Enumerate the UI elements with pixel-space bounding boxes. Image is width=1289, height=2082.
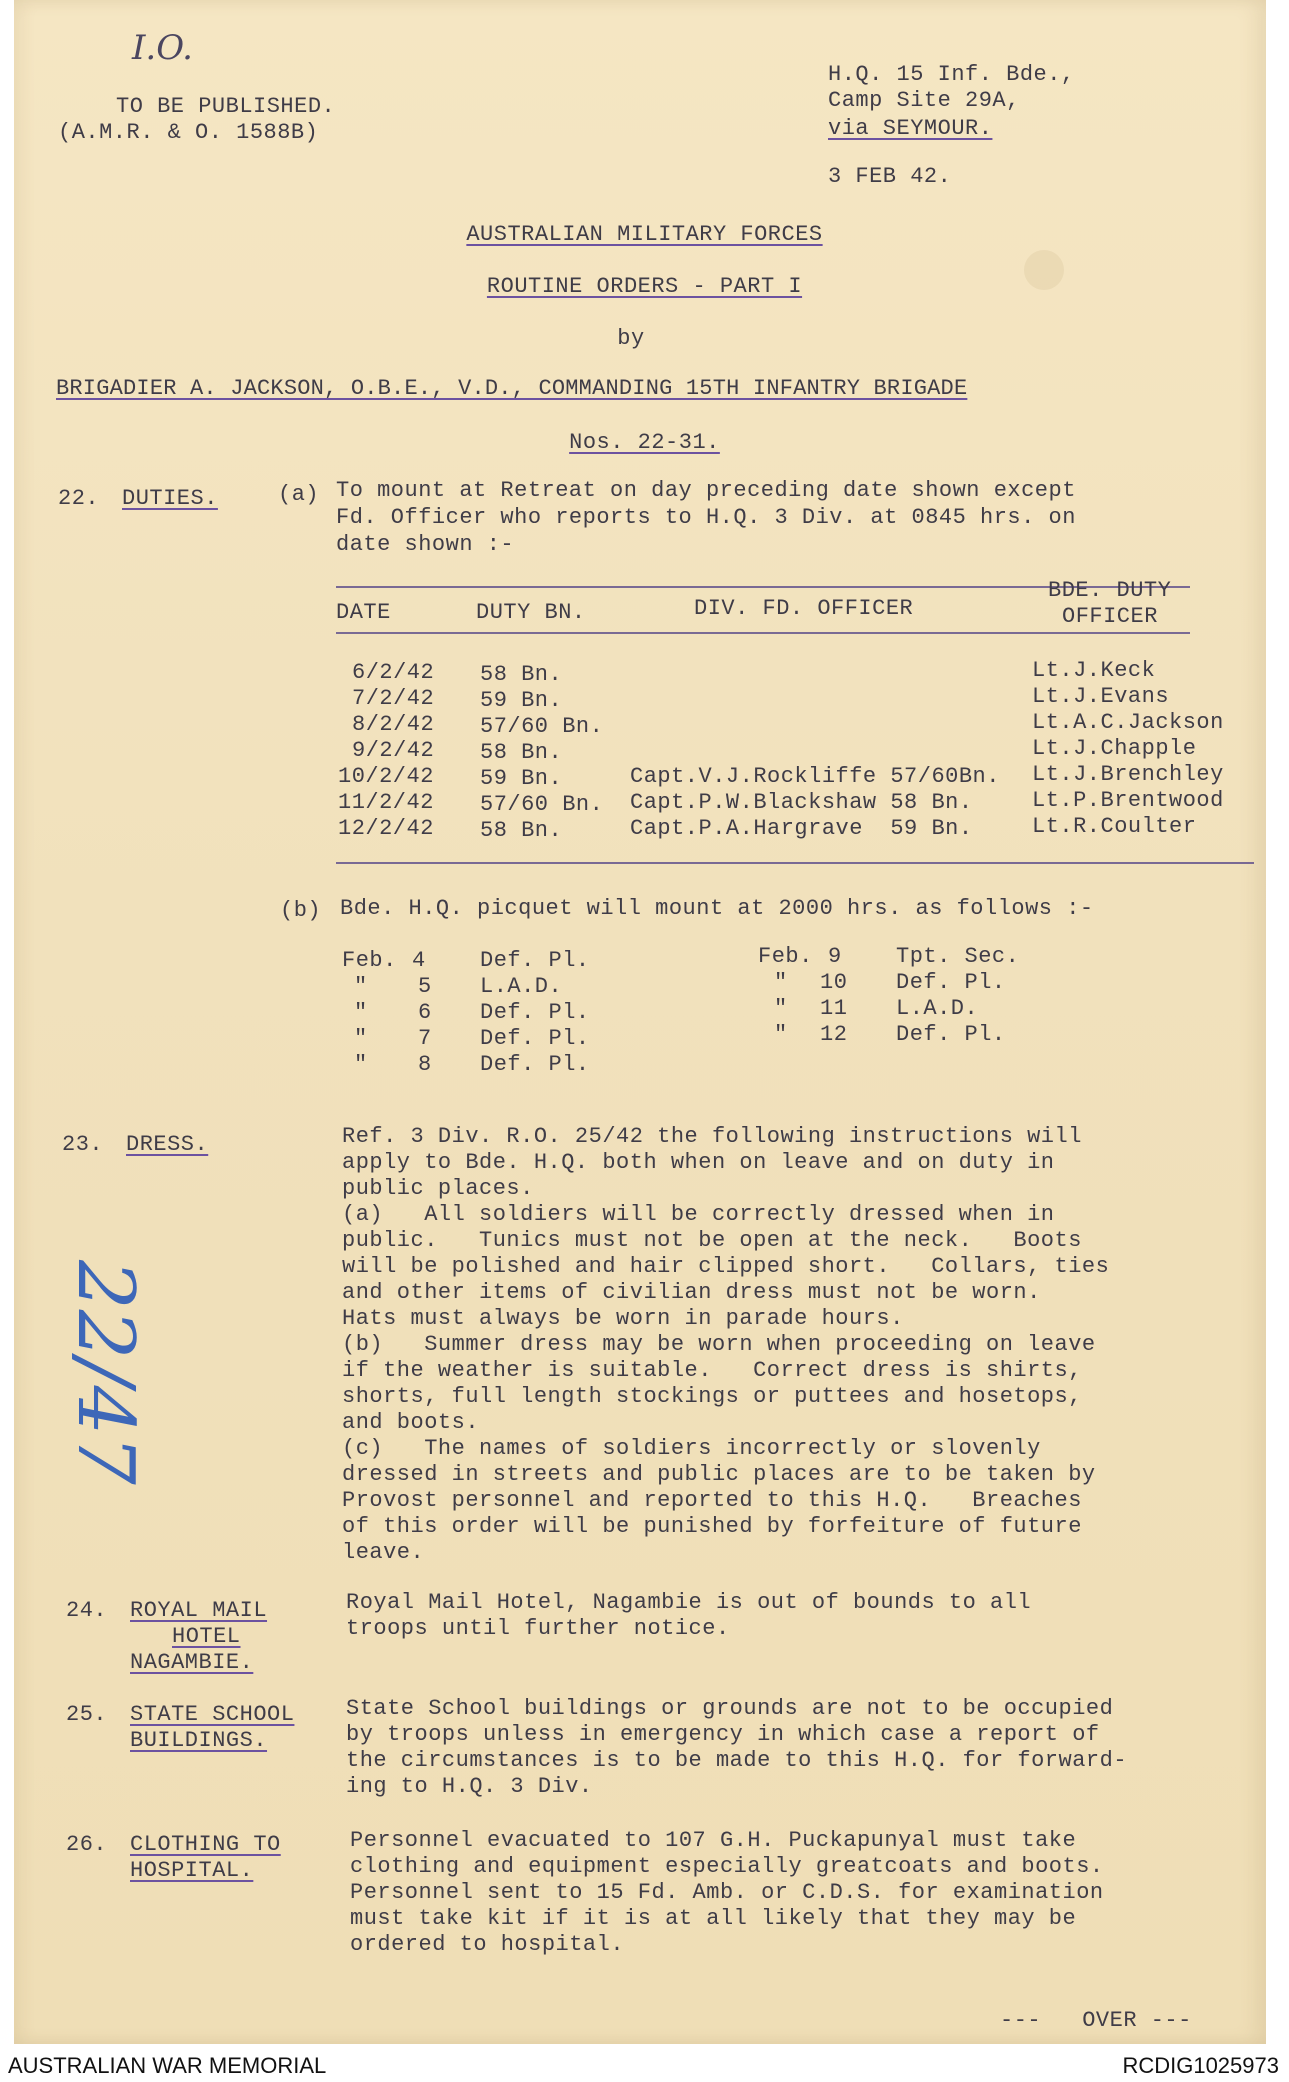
body-line: Personnel evacuated to 107 G.H. Puckapunyal must take <box>350 1828 1077 1853</box>
item-26-number: 26. <box>66 1832 108 1857</box>
row-fd-officer: Capt.P.A.Hargrave 59 Bn. <box>630 816 973 841</box>
item-24-heading-line-2: HOTEL <box>172 1624 241 1649</box>
picquet-day: 12 <box>820 1022 848 1047</box>
picquet-month: " <box>774 996 788 1021</box>
row-date: 12/2/42 <box>338 816 434 841</box>
body-line: must take kit if it is at all likely that they may be <box>350 1906 1077 1931</box>
item-22-number: 22. <box>58 486 100 511</box>
order-numbers: Nos. 22-31. <box>569 430 720 455</box>
row-fd-officer: Capt.V.J.Rockliffe 57/60Bn. <box>630 764 1000 789</box>
body-line: Provost personnel and reported to this H.Q. Breaches <box>342 1488 1082 1513</box>
body-line: of this order will be punished by forfeiture of future <box>342 1514 1082 1539</box>
picquet-day: 10 <box>820 970 848 995</box>
body-line: apply to Bde. H.Q. both when on leave and on duty in <box>342 1150 1055 1175</box>
over-marker: --- OVER --- <box>1000 2008 1192 2033</box>
footer-source: AUSTRALIAN WAR MEMORIAL <box>8 2053 327 2078</box>
table-header-date: DATE <box>336 600 391 625</box>
picquet-month: " <box>354 1026 368 1051</box>
picquet-unit: Def. Pl. <box>480 948 590 973</box>
picquet-day: 4 <box>412 948 426 973</box>
row-bde-officer: Lt.R.Coulter <box>1032 814 1197 839</box>
row-duty-bn: 58 Bn. <box>480 662 563 687</box>
item-22-a-line-3: date shown :- <box>336 532 515 557</box>
hq-line-3: via SEYMOUR. <box>828 116 993 141</box>
picquet-day: 5 <box>418 974 432 999</box>
item-22-a-line-2: Fd. Officer who reports to H.Q. 3 Div. at 0845 hrs. on <box>336 505 1076 530</box>
picquet-day: 7 <box>418 1026 432 1051</box>
row-date: 8/2/42 <box>352 712 435 737</box>
table-header-bde-duty: BDE. DUTY <box>1048 578 1172 603</box>
body-line: Ref. 3 Div. R.O. 25/42 the following instructions will <box>342 1124 1082 1149</box>
item-24-heading-line-1: ROYAL MAIL <box>130 1598 268 1623</box>
row-date: 9/2/42 <box>352 738 435 763</box>
picquet-day: 11 <box>820 996 848 1021</box>
row-date: 6/2/42 <box>352 660 435 685</box>
item-26-heading-line-2: HOSPITAL. <box>130 1858 254 1883</box>
footer-id: RCDIG1025973 <box>1122 2053 1279 2078</box>
item-24-heading-line-3: NAGAMBIE. <box>130 1650 254 1675</box>
publish-line-1: TO BE PUBLISHED. <box>116 94 336 119</box>
body-line: shorts, full length stockings or puttees and hosetops, <box>342 1384 1082 1409</box>
hq-line-2: Camp Site 29A, <box>828 88 1020 113</box>
item-25-heading-line-2: BUILDINGS. <box>130 1728 268 1753</box>
row-bde-officer: Lt.J.Keck <box>1032 658 1156 683</box>
table-header-officer: OFFICER <box>1062 604 1158 629</box>
item-22-a-label: (a) <box>278 482 320 507</box>
row-date: 10/2/42 <box>338 764 434 789</box>
table-header-duty-bn: DUTY BN. <box>476 600 586 625</box>
item-22-b-line: Bde. H.Q. picquet will mount at 2000 hrs. as follows :- <box>340 896 1094 921</box>
body-line: Hats must always be worn in parade hours. <box>342 1306 904 1331</box>
picquet-month: " <box>774 970 788 995</box>
picquet-unit: Tpt. Sec. <box>896 944 1020 969</box>
picquet-unit: Def. Pl. <box>480 1052 590 1077</box>
picquet-unit: Def. Pl. <box>896 1022 1006 1047</box>
handwritten-reference: I.O. <box>132 28 193 68</box>
picquet-day: 9 <box>828 944 842 969</box>
picquet-unit: L.A.D. <box>896 996 979 1021</box>
row-duty-bn: 59 Bn. <box>480 766 563 791</box>
item-25-heading-line-1: STATE SCHOOL <box>130 1702 295 1727</box>
picquet-month: " <box>354 1000 368 1025</box>
title-by: by <box>617 326 645 351</box>
picquet-day: 8 <box>418 1052 432 1077</box>
body-line: State School buildings or grounds are not to be occupied <box>346 1696 1114 1721</box>
picquet-month: " <box>354 974 368 999</box>
table-header-div-fd-officer: DIV. FD. OFFICER <box>694 596 914 621</box>
body-line: troops until further notice. <box>346 1616 730 1641</box>
row-duty-bn: 58 Bn. <box>480 740 563 765</box>
row-duty-bn: 57/60 Bn. <box>480 714 604 739</box>
body-line: leave. <box>342 1540 425 1565</box>
body-line: Royal Mail Hotel, Nagambie is out of bounds to all <box>346 1590 1032 1615</box>
picquet-day: 6 <box>418 1000 432 1025</box>
picquet-unit: Def. Pl. <box>480 1000 590 1025</box>
row-bde-officer: Lt.P.Brentwood <box>1032 788 1224 813</box>
margin-annotation: 22/47 <box>60 1260 150 1485</box>
table-header-rule <box>336 632 1190 634</box>
row-bde-officer: Lt.J.Brenchley <box>1032 762 1224 787</box>
order-date: 3 FEB 42. <box>828 164 952 189</box>
picquet-unit: L.A.D. <box>480 974 563 999</box>
item-22-heading: DUTIES. <box>122 486 218 511</box>
body-line: clothing and equipment especially greatcoats and boots. <box>350 1854 1104 1879</box>
body-line: will be polished and hair clipped short. Collars, ties <box>342 1254 1110 1279</box>
body-line: if the weather is suitable. Correct dress is shirts, <box>342 1358 1082 1383</box>
picquet-month: " <box>354 1052 368 1077</box>
item-23-number: 23. <box>62 1132 104 1157</box>
item-25-number: 25. <box>66 1702 108 1727</box>
picquet-month: Feb. <box>342 948 397 973</box>
hq-line-1: H.Q. 15 Inf. Bde., <box>828 62 1075 87</box>
item-26-heading-line-1: CLOTHING TO <box>130 1832 281 1857</box>
item-22-b-label: (b) <box>280 898 322 923</box>
row-fd-officer: Capt.P.W.Blackshaw 58 Bn. <box>630 790 973 815</box>
row-duty-bn: 58 Bn. <box>480 818 563 843</box>
body-line: the circumstances is to be made to this H.Q. for forward- <box>346 1748 1128 1773</box>
row-duty-bn: 59 Bn. <box>480 688 563 713</box>
row-bde-officer: Lt.A.C.Jackson <box>1032 710 1224 735</box>
item-22-a-line-1: To mount at Retreat on day preceding date shown except <box>336 478 1076 503</box>
body-line: Personnel sent to 15 Fd. Amb. or C.D.S. for examination <box>350 1880 1104 1905</box>
item-24-number: 24. <box>66 1598 108 1623</box>
body-line: (a) All soldiers will be correctly dressed when in <box>342 1202 1055 1227</box>
row-duty-bn: 57/60 Bn. <box>480 792 604 817</box>
picquet-month: " <box>774 1022 788 1047</box>
body-line: public places. <box>342 1176 534 1201</box>
row-date: 11/2/42 <box>338 790 434 815</box>
body-line: dressed in streets and public places are to be taken by <box>342 1462 1096 1487</box>
picquet-unit: Def. Pl. <box>896 970 1006 995</box>
body-line: ing to H.Q. 3 Div. <box>346 1774 593 1799</box>
row-date: 7/2/42 <box>352 686 435 711</box>
title-australian-military-forces: AUSTRALIAN MILITARY FORCES <box>466 222 823 247</box>
picquet-unit: Def. Pl. <box>480 1026 590 1051</box>
body-line: by troops unless in emergency in which case a report of <box>346 1722 1100 1747</box>
body-line: (c) The names of soldiers incorrectly or slovenly <box>342 1436 1041 1461</box>
body-line: ordered to hospital. <box>350 1932 625 1957</box>
table-bottom-rule <box>336 862 1254 864</box>
body-line: public. Tunics must not be open at the neck. Boots <box>342 1228 1082 1253</box>
picquet-month: Feb. <box>758 944 813 969</box>
body-line: and other items of civilian dress must not be worn. <box>342 1280 1041 1305</box>
body-line: and boots. <box>342 1410 480 1435</box>
row-bde-officer: Lt.J.Evans <box>1032 684 1170 709</box>
item-23-heading: DRESS. <box>126 1132 209 1157</box>
publish-line-2: (A.M.R. & O. 1588B) <box>58 120 319 145</box>
title-commander: BRIGADIER A. JACKSON, O.B.E., V.D., COMMANDING 15TH INFANTRY BRIGADE <box>56 376 968 401</box>
title-routine-orders: ROUTINE ORDERS - PART I <box>486 274 803 299</box>
body-line: (b) Summer dress may be worn when proceeding on leave <box>342 1332 1096 1357</box>
row-bde-officer: Lt.J.Chapple <box>1032 736 1197 761</box>
